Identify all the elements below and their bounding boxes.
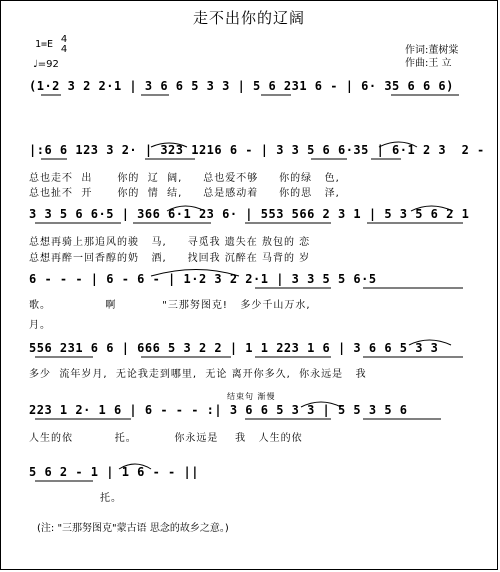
lyric-verse-1: 多少 流年岁月, 无论我走到哪里, 无论 离开你多久, 你永远是 我: [29, 369, 367, 380]
footnote: (注: "三那努图克"蒙古语 思念的故乡之意。): [37, 523, 229, 534]
lyric-verse-2: 总想再醉一回香醇的奶 酒, 找回我 沉醉在 马背的 岁: [29, 253, 311, 264]
lyric-verse-2: 月。: [29, 320, 51, 331]
lyric-verse-1: 总也走不 出 你的 辽 阔, 总也爱不够 你的绿 色,: [29, 173, 340, 184]
ending-label: 结束句 渐慢: [227, 392, 276, 401]
notation-line: 5 6 2 - 1 | 1 6 - - ||: [29, 465, 199, 479]
time-signature: [59, 35, 69, 55]
lyric-verse-1: 歌。 啊 "三那努图克! 多少千山万水,: [29, 300, 311, 311]
key-signature: 1=E: [35, 39, 54, 50]
time-signature-top: 4: [60, 34, 68, 45]
composer-credit: 作曲:王 立: [405, 58, 452, 69]
notation-line: |:6 6 123 3 2· | 323 1216 6 - | 3 3 5 6 6·35 | 6·1 2 3 2 -: [29, 143, 485, 157]
notation-line: 6 - - - | 6 - 6 - | 1·2 3 2 2·1 | 3 3 5 5 6·5: [29, 272, 377, 286]
tempo-marking: ♩=92: [33, 59, 59, 70]
notation-line: 556 231 6 6 | 666 5 3 2 2 | 1 1 223 1 6 | 3 6 6 5 3 3: [29, 341, 439, 355]
lyric-verse-1: 托。: [29, 493, 123, 504]
lyric-verse-2: 总也扯不 开 你的 情 结, 总是感动着 你的思 泽,: [29, 188, 340, 199]
time-signature-bottom: 4: [60, 44, 68, 55]
notation-line: 223 1 2· 1 6 | 6 - - - :| 3 6 6 5 3 3 | 5 5 3 5 6: [29, 403, 408, 417]
lyric-verse-1: 人生的依 托。 你永远是 我 人生的依: [29, 433, 303, 444]
notation-line: 3 3 5 6 6·5 | 366 6·1 23 6· | 553 566 2 3 1 | 5 3 5 6 2 1: [29, 207, 470, 221]
lyric-verse-1: 总想再骑上那追风的骏 马, 寻觅我 遗失在 敖包的 恋: [29, 237, 311, 248]
lyricist-credit: 作词:董树棠: [405, 45, 459, 56]
song-title: 走不出你的辽阔: [192, 9, 305, 27]
notation-line: (1·2 3 2 2·1 | 3 6 6 5 3 3 | 5 6 231 6 - | 6· 35 6 6 6): [29, 79, 454, 93]
